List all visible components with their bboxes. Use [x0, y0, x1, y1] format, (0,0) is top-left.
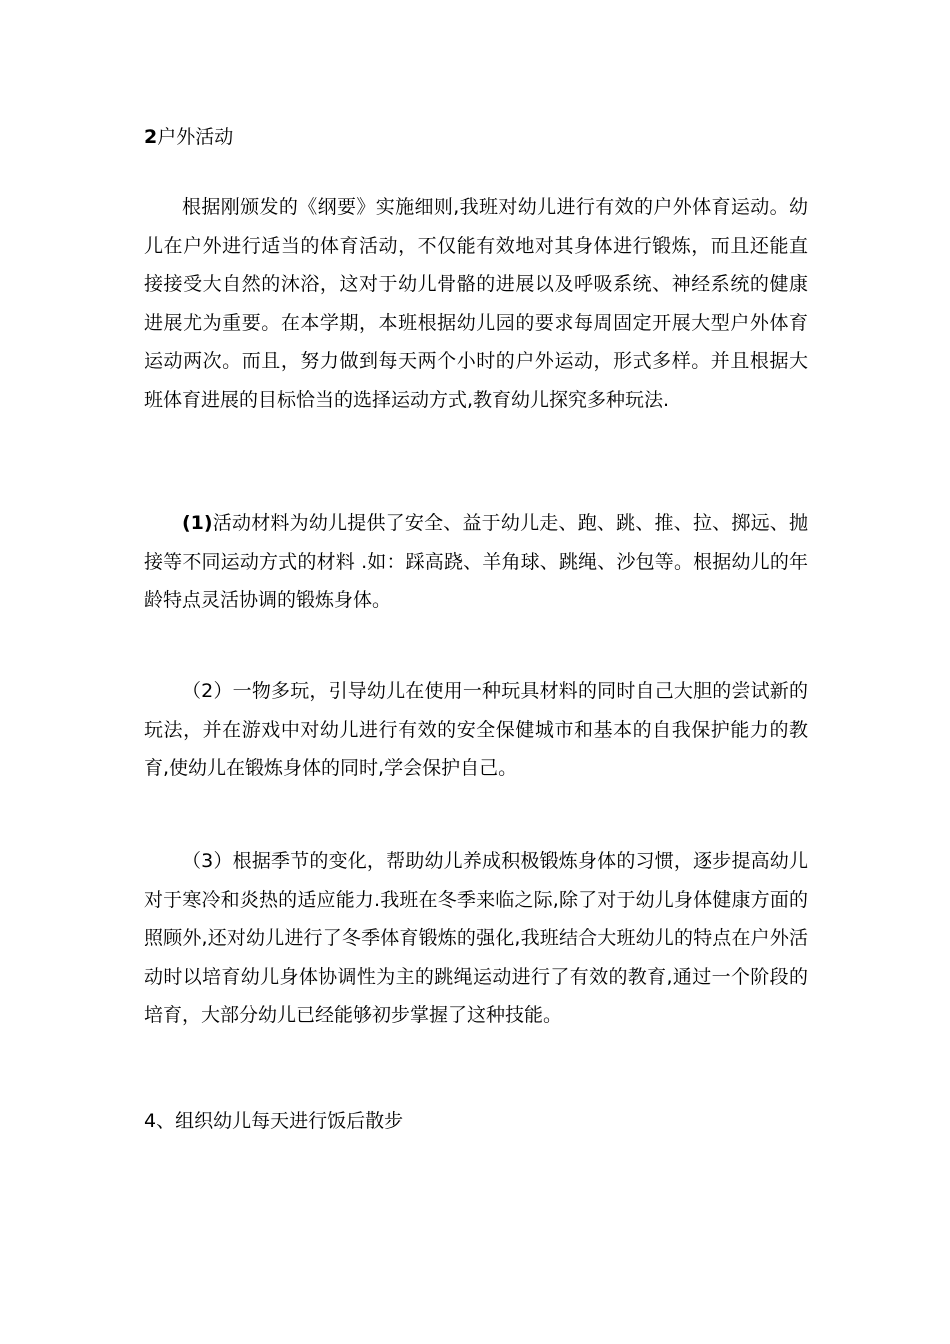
- section-2-number: 2: [144, 126, 158, 148]
- item-1-text: 活动材料为幼儿提供了安全、益于幼儿走、跑、跳、推、拉、掷远、抛接等不同运动方式的材料 .如：踩高跷、羊角球、跳绳、沙包等。根据幼儿的年龄特点灵活协调的锻炼身体。: [144, 512, 808, 611]
- intro-paragraph: 根据刚颁发的《纲要》实施细则,我班对幼儿进行有效的户外体育运动。幼儿在户外进行适当的体育活动，不仅能有效地对其身体进行锻炼，而且还能直接接受大自然的沐浴，这对于幼儿骨骼的进展以及呼吸系统、神经系统的健康进展尤为重要。在本学期，本班根据幼儿园的要求每周固定开展大型户外体育运动两次。而且，努力做到每天两个小时的户外运动，形式多样。并且根据大班体育进展的目标恰当的选择运动方式,教育幼儿探究多种玩法.: [144, 196, 808, 411]
- section-4-heading: 4、组织幼儿每天进行饭后散步: [144, 1110, 404, 1132]
- item-2-paragraph: （2）一物多玩，引导幼儿在使用一种玩具材料的同时自己大胆的尝试新的玩法，并在游戏中对幼儿进行有效的安全保健城市和基本的自我保护能力的教育,使幼儿在锻炼身体的同时,学会保护自己。: [144, 680, 808, 779]
- section-2-heading: [144, 122, 233, 152]
- item-1-marker: (1): [182, 512, 213, 534]
- section-2-title: 户外活动: [157, 126, 234, 148]
- item-3-paragraph: （3）根据季节的变化，帮助幼儿养成积极锻炼身体的习惯，逐步提高幼儿对于寒冷和炎热的适应能力.我班在冬季来临之际,除了对于幼儿身体健康方面的照顾外,还对幼儿进行了冬季体育锻炼的强化,我班结合大班幼儿的特点在户外活动时以培育幼儿身体协调性为主的跳绳运动进行了有效的教育,通过一个阶段的培育，大部分幼儿已经能够初步掌握了这种技能。: [144, 850, 808, 1026]
- item-1-paragraph: [144, 504, 808, 620]
